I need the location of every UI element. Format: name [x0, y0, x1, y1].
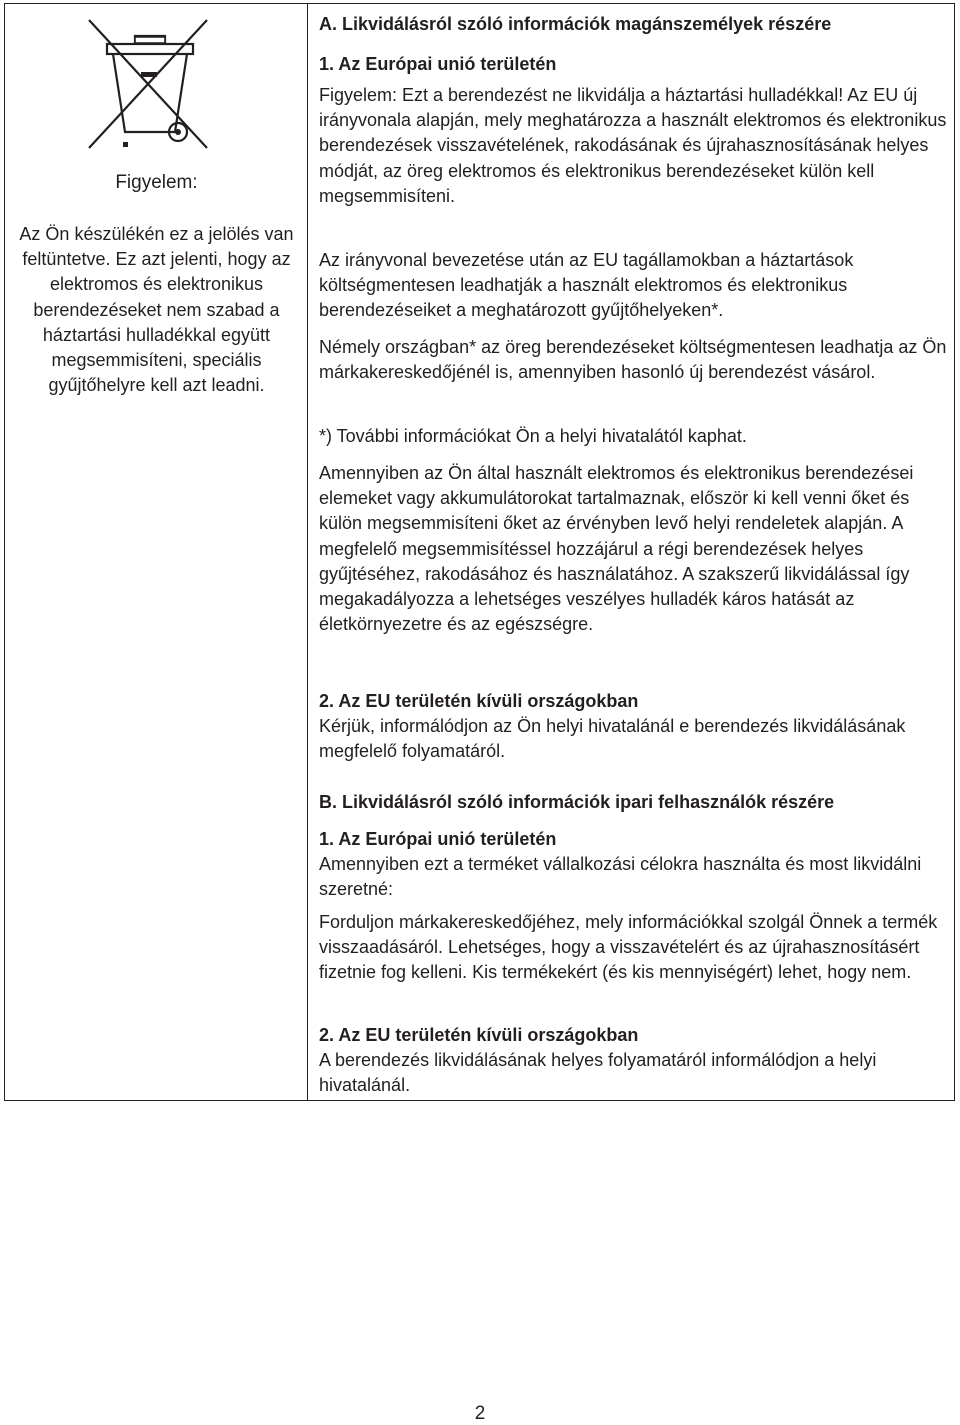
section-a-footnote: *) További információkat Ön a helyi hivatalától kaphat.: [319, 426, 747, 446]
section-a-subheading-1: 1. Az Európai unió területén: [319, 54, 557, 74]
warning-title: Figyelem:: [115, 172, 198, 193]
section-b-paragraph-2: Forduljon márkakereskedőjéhez, mely információkkal szolgál Önnek a termék visszaadásáról. Lehetséges, hogy a visszavételért és az újrahasznosításért fizetnie fog kelleni. Kis termékekért (és kis mennyiségért) lehet, hogy nem.: [319, 912, 938, 983]
section-a-heading: A. Likvidálásról szóló információk magánszemélyek részére: [319, 14, 832, 34]
section-a-paragraph-5: Amennyiben az Ön által használt elektromos és elektronikus berendezései elemeket vagy akkumulátorokat tartalmaznak, először ki kell venni őket és külön megsemmisíteni őket az érvényben levő helyi rendeletek alapján. A megfelelő megsemmisítéssel hozzájárul a régi berendezések helyes gyűjtéséhez, rakodásához és használatához. A szakszerű likvidálással így megakadályozza a lehetséges veszélyes hulladék káros hatását az életkörnyezetre és az egészségre.: [319, 463, 914, 635]
section-a-paragraph-1: Figyelem: Ezt a berendezést ne likvidálja a háztartási hulladékkal! Az EU új irányvonala alapján, mely meghatározza a használt elektromos és elektronikus berendezések visszavételének, rakodásának és újrahasznosításának helyes módját, az öreg elektromos és elektronikus berendezéseket külön kell megsemmisíteni.: [319, 85, 947, 206]
warning-column: [5, 4, 308, 1100]
warning-text: Az Ön készülékén ez a jelölés van feltüntetve. Ez azt jelenti, hogy az elektromos és elektronikus berendezéseket nem szabad a háztartási hulladékkal együtt megsemmisíteni, speciális gyűjtőhelyre kell azt leadni.: [19, 224, 294, 396]
section-a-paragraph-6: Kérjük, informálódjon az Ön helyi hivatalánál e berendezés likvidálásának megfelelő folyamatáról.: [319, 716, 906, 762]
section-a-subheading-2: 2. Az EU területén kívüli országokban: [319, 691, 639, 711]
section-b-paragraph-3: A berendezés likvidálásának helyes folyamatáról informálódjon a helyi hivatalánál.: [319, 1050, 877, 1096]
section-a-paragraph-3: Némely országban* az öreg berendezéseket költségmentesen leadhatja az Ön márkakereskedőjénél is, amennyiben hasonló új berendezést vásárol.: [319, 337, 947, 383]
section-b-paragraph-1: Amennyiben ezt a terméket vállalkozási célokra használta és most likvidálni szeretné:: [319, 854, 922, 900]
section-b-heading: B. Likvidálásról szóló információk ipari felhasználók részére: [319, 792, 835, 812]
section-a-paragraph-2: Az irányvonal bevezetése után az EU tagállamokban a háztartások költségmentesen leadhatják a használt elektromos és elektronikus berendezéseiket a meghatározott gyűjtőhelyeken*.: [319, 250, 854, 321]
section-b-subheading-2: 2. Az EU területén kívüli országokban: [319, 1025, 639, 1045]
page-number: 2: [474, 1403, 486, 1424]
document-frame: [4, 3, 955, 1101]
crossed-out-wheelie-bin-icon: [83, 14, 213, 154]
section-b-subheading-1: 1. Az Európai unió területén: [319, 829, 557, 849]
